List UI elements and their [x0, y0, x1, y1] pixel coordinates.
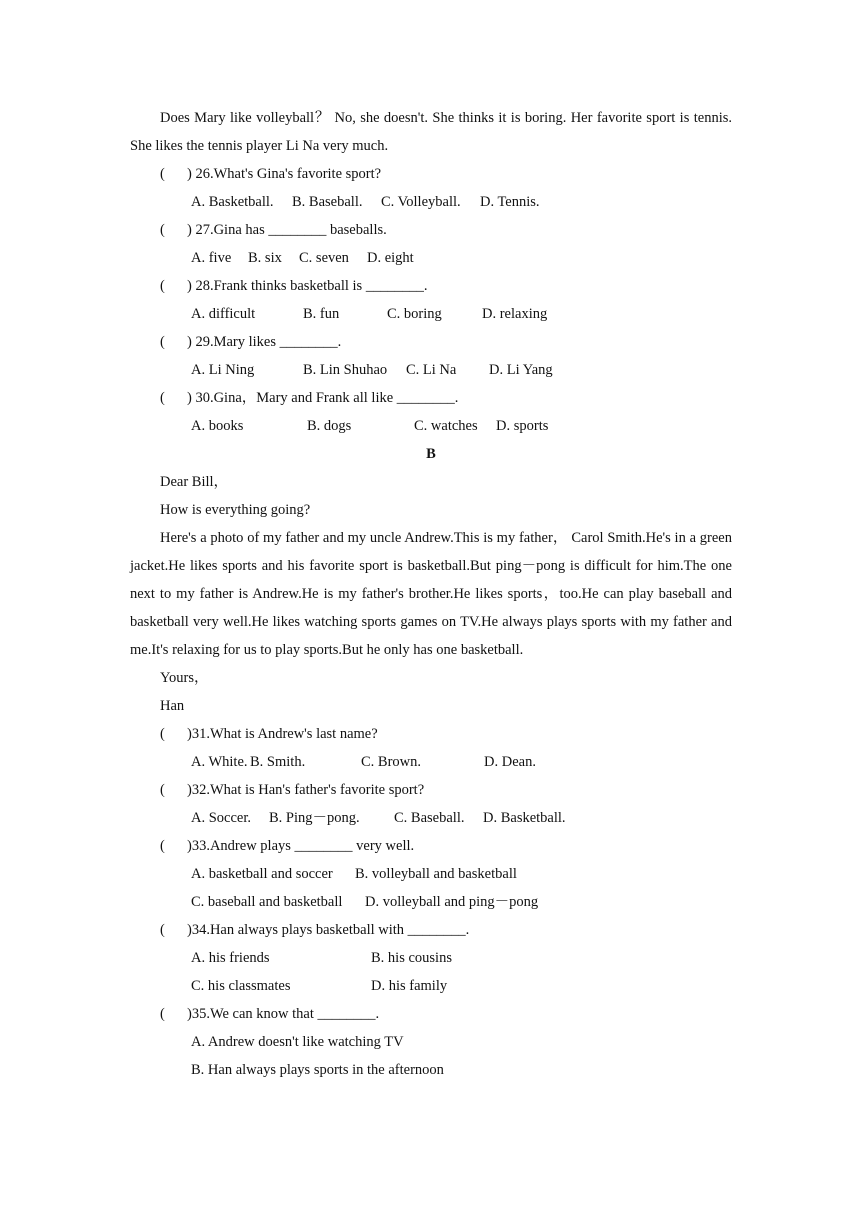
option-d: D. volleyball and ping－pong — [365, 894, 539, 910]
question-text: )33.Andrew plays ________ very well. — [187, 838, 415, 854]
question-28 — [130, 272, 732, 300]
options-33-row2 — [130, 888, 732, 916]
option-d: D. sports — [496, 418, 549, 434]
question-text: ) 30.Gina，Mary and Frank all like ________. — [187, 390, 459, 406]
question-text: ) 28.Frank thinks basketball is ________. — [187, 278, 428, 294]
option-a: A. Andrew doesn't like watching TV — [191, 1034, 404, 1050]
option-a: A. basketball and soccer — [191, 866, 333, 882]
answer-blank[interactable]: ( — [160, 390, 165, 406]
question-30 — [130, 384, 732, 412]
options-32 — [130, 804, 732, 832]
question-text: ) 26.What's Gina's favorite sport? — [187, 166, 382, 182]
letter-body: Here's a photo of my father and my uncle Andrew.This is my father， Carol Smith.He's in a green jacket.He likes sports and his favorite sport is basketball.But ping－pong is difficult for him.The one next to my father is Andrew.He is my father's brother.He likes sports，too.He can play baseball and basketball very well.He likes watching sports games on TV.He always plays sports with my father and me.It's relaxing for us to play sports.But he only has one basketball. — [130, 530, 732, 658]
option-b: B. fun — [303, 306, 340, 322]
option-c: C. his classmates — [191, 978, 291, 994]
question-32 — [130, 776, 732, 804]
answer-blank[interactable]: ( — [160, 278, 165, 294]
option-d: D. eight — [367, 250, 414, 266]
answer-blank[interactable]: ( — [160, 334, 165, 350]
question-text: )34.Han always plays basketball with ________. — [187, 922, 470, 938]
answer-blank[interactable]: ( — [160, 838, 165, 854]
options-33-row1 — [130, 860, 732, 888]
answer-blank[interactable]: ( — [160, 166, 165, 182]
option-a: A. White. — [191, 754, 248, 770]
option-c: C. Baseball. — [394, 810, 465, 826]
answer-blank[interactable]: ( — [160, 222, 165, 238]
option-b: B. his cousins — [371, 950, 452, 966]
answer-blank[interactable]: ( — [160, 1006, 165, 1022]
question-text: ) 27.Gina has ________ baseballs. — [187, 222, 387, 238]
option-b: B. Ping－pong. — [269, 810, 360, 826]
question-33 — [130, 832, 732, 860]
option-a: A. five — [191, 250, 232, 266]
option-a: A. difficult — [191, 306, 256, 322]
options-34-row1 — [130, 944, 732, 972]
option-d: D. Dean. — [484, 754, 536, 770]
option-c: C. boring — [387, 306, 442, 322]
option-b: B. six — [248, 250, 282, 266]
option-c: C. Volleyball. — [381, 194, 461, 210]
letter-greeting: Dear Bill， — [160, 474, 229, 490]
option-a: A. Soccer. — [191, 810, 251, 826]
letter-opening-line: How is everything going? — [160, 502, 311, 518]
question-27 — [130, 216, 732, 244]
option-c: C. Li Na — [406, 362, 457, 378]
option-d: D. Basketball. — [483, 810, 566, 826]
option-a: A. Li Ning — [191, 362, 255, 378]
question-31 — [130, 720, 732, 748]
worksheet-page — [130, 104, 732, 1084]
options-31 — [130, 748, 732, 776]
option-b: B. volleyball and basketball — [355, 866, 517, 882]
option-a: A. his friends — [191, 950, 270, 966]
letter-signature: Han — [160, 698, 185, 714]
option-d: D. Li Yang — [489, 362, 553, 378]
question-26 — [130, 160, 732, 188]
letter-closing: Yours， — [160, 670, 209, 686]
option-a: A. Basketball. — [191, 194, 274, 210]
question-text: )35.We can know that ________. — [187, 1006, 380, 1022]
answer-blank[interactable]: ( — [160, 726, 165, 742]
option-c: C. watches — [414, 418, 478, 434]
option-c: C. baseball and basketball — [191, 894, 343, 910]
question-29 — [130, 328, 732, 356]
section-b-heading: B — [426, 446, 436, 462]
option-b: B. Lin Shuhao — [303, 362, 388, 378]
option-d: D. relaxing — [482, 306, 548, 322]
question-text: )31.What is Andrew's last name? — [187, 726, 378, 742]
option-d: D. Tennis. — [480, 194, 540, 210]
option-b: B. Baseball. — [292, 194, 363, 210]
option-b: B. Smith. — [250, 754, 306, 770]
options-34-row2 — [130, 972, 732, 1000]
question-35 — [130, 1000, 732, 1028]
option-c: C. seven — [299, 250, 349, 266]
answer-blank[interactable]: ( — [160, 782, 165, 798]
options-30 — [130, 412, 732, 440]
option-a: A. books — [191, 418, 244, 434]
options-27 — [130, 244, 732, 272]
option-d: D. his family — [371, 978, 448, 994]
passage-a-ending: Does Mary like volleyball？ No, she doesn't. She thinks it is boring. Her favorite sport is tennis. She likes the tennis player Li Na very much. — [130, 110, 732, 154]
options-28 — [130, 300, 732, 328]
question-text: )32.What is Han's father's favorite sport? — [187, 782, 425, 798]
answer-blank[interactable]: ( — [160, 922, 165, 938]
options-26 — [130, 188, 732, 216]
option-c: C. Brown. — [361, 754, 422, 770]
options-29 — [130, 356, 732, 384]
option-b: B. Han always plays sports in the afternoon — [191, 1062, 444, 1078]
question-34 — [130, 916, 732, 944]
option-b: B. dogs — [307, 418, 352, 434]
question-text: ) 29.Mary likes ________. — [187, 334, 342, 350]
